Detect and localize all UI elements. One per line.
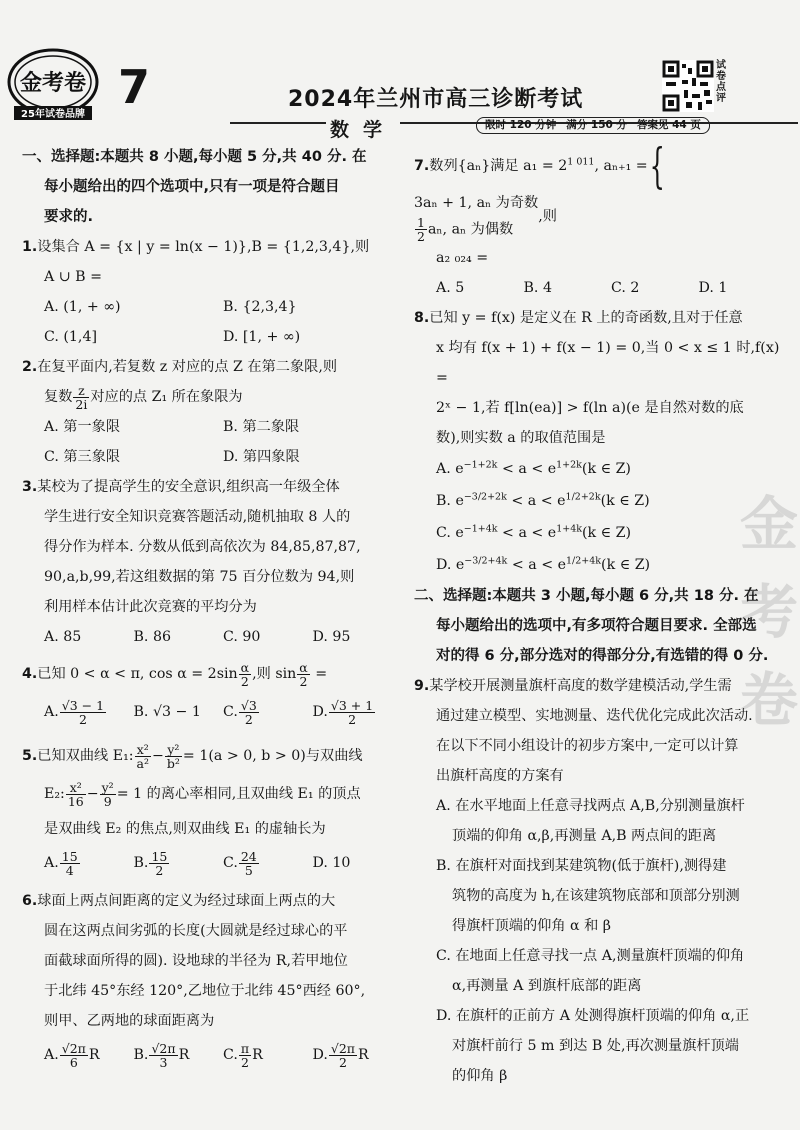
question-4: 4.已知 0 < α < π, cos α = 2sin $\frac{\alpha}{2}$ ,则 sin $\frac{\alpha}{2}$ = A. $\frac{√3 - 1}{2}$ B. √3 − 1 C. $\frac{√3}{2}$ D. $\frac{√3 + 1}{2}$ — [22, 656, 402, 732]
option-a: A. 5 — [436, 280, 465, 296]
option-c: C. 90 — [223, 629, 261, 645]
option-d: D. $\frac{√3 + 1}{2}$ — [312, 697, 374, 727]
option-c: C. 在地面上任意寻找一点 A,测量旗杆顶端的仰角 — [436, 948, 745, 964]
option-c: C. $e^{-1+4k} < a < e^{1+4k}(k$ ∈ Z) — [436, 523, 632, 541]
option-d: D. $\frac{√2\pi}{2}$ R — [312, 1040, 369, 1070]
option-b: B. √3 − 1 — [133, 704, 201, 720]
option-a: A. $e^{-1+2k} < a < e^{1+2k}(k$ ∈ Z) — [436, 459, 631, 477]
qr-label: 试卷点评 — [716, 60, 726, 104]
svg-text:25年试卷品牌: 25年试卷品牌 — [21, 109, 85, 120]
option-d: D. [1, + ∞) — [223, 329, 301, 345]
option-a: A. $\frac{√2\pi}{6}$ R — [44, 1040, 100, 1070]
option-b: B. 在旗杆对面找到某建筑物(低于旗杆),测得建 — [436, 858, 727, 874]
option-a: A. $\frac{√3 - 1}{2}$ — [44, 697, 105, 727]
section-1-instructions: 一、选择题:本题共 8 小题,每小题 5 分,共 40 分. 在 每小题给出的四个选项中,只有一项是符合题目 要求的. — [22, 149, 367, 225]
subject-title: 数学 — [326, 115, 400, 142]
watermark: 金考卷 — [740, 490, 799, 734]
option-b: B. {2,3,4} — [223, 299, 297, 315]
jinkaojuan-logo — [6, 46, 100, 124]
option-d: D. 10 — [312, 855, 351, 871]
svg-text:金考卷: 金考卷 — [19, 71, 87, 96]
option-d: D. 在旗杆的正前方 A 处测得旗杆顶端的仰角 α,正 — [436, 1008, 750, 1024]
option-c: C. 2 — [611, 280, 640, 296]
question-1: 1.设集合 A = {x | y = ln(x − 1)},B = {1,2,3,4},则 A ∪ B = A. (1, + ∞) B. {2,3,4} C. (1,4] D. [1, + ∞) — [22, 232, 402, 352]
option-c: C. 第三象限 — [44, 449, 121, 465]
option-b: B. 86 — [133, 629, 171, 645]
question-9: 9.某学校开展测量旗杆高度的数学建模活动,学生需 通过建立模型、实地测量、迭代优化完成此次活动. 在以下不同小组设计的初步方案中,一定可以计算 出旗杆高度的方案有 A. 在水平地面上任意寻找两点 A,B,分别测量旗杆 顶端的仰角 α,β,再测量 A,B 两点间的距离 B. 在旗杆对面找到某建筑物(低于旗杆),测得建 筑物的高度为 h,在该建筑物底部和顶部分别测 得旗杆顶端的仰角 α 和 β C. 在地面上任意寻找一点 A,测量旗杆顶端的仰角 α,再测量 A 到旗杆底部的距离 D. 在旗杆的正前方 A 处测得旗杆顶端的仰角 α,正 对旗杆前行 5 m 到达 B 处,再次测量旗杆顶端 的仰角 β — [414, 671, 786, 1091]
question-7: 7.数列{aₙ}满足 $a_1 = 2^{1 011}$, aₙ₊₁ ={ 3aₙ + 1, aₙ 为奇数 $\frac{1}{2}$ aₙ, aₙ 为偶数 ,则 a₂ ₀₂₄ = A. 5 B. 4 C. 2 D. 1 — [414, 142, 786, 303]
option-a: A. (1, + ∞) — [44, 299, 121, 315]
time-limit: 限时 120 分钟 — [485, 119, 557, 131]
left-column — [22, 142, 402, 1074]
qr-code-icon[interactable] — [662, 60, 714, 112]
exam-meta — [476, 117, 710, 134]
option-c: C. $\frac{√3}{2}$ — [223, 697, 257, 727]
option-b: B. 第二象限 — [223, 419, 300, 435]
option-b: B. $\frac{√2\pi}{3}$ R — [133, 1040, 190, 1070]
question-8: 8.已知 y = f(x) 是定义在 R 上的奇函数,且对于任意 x 均有 f(x + 1) + f(x − 1) = 0,当 0 < x ≤ 1 时,f(x) = 2ˣ − 1,若 f[ln(ea)] > f(ln a)(e 是自然对数的底 数),则实数 a 的取值范围是 A. $e^{-1+2k} < a < e^{1+2k}(k$ ∈ Z) B. $e^{-3/2+2k} < a < e^{1/2+2k}(k$ ∈ Z) C. $e^{-1+4k} < a < e^{1+4k}(k$ ∈ Z) D. $e^{-3/2+4k} < a < e^{1/2+4k}(k$ ∈ Z) — [414, 303, 786, 581]
option-a: A. 85 — [44, 629, 82, 645]
option-a: A. 在水平地面上任意寻找两点 A,B,分别测量旗杆 — [436, 798, 745, 814]
option-a: A. 第一象限 — [44, 419, 121, 435]
option-c: C. $\frac{\pi}{2}$ R — [223, 1040, 263, 1070]
question-6: 6.球面上两点间距离的定义为经过球面上两点的大 圆在这两点间劣弧的长度(大圆就是经过球心的平 面截球面所得的圆). 设地球的半径为 R,若甲地位 于北纬 45°东经 120°,乙地位于北纬 45°西经 60°, 则甲、乙两地的球面距离为 A. $\frac{√2\pi}{6}$ R B. $\frac{√2\pi}{3}$ R C. $\frac{\pi}{2}$ R D. $\frac{√2\pi}{2}$ R — [22, 886, 402, 1074]
option-b: B. $\frac{15}{2}$ — [133, 848, 168, 878]
option-d: D. 95 — [312, 629, 351, 645]
option-d: D. $e^{-3/2+4k} < a < e^{1/2+4k}(k$ ∈ Z) — [436, 555, 651, 573]
option-c: C. $\frac{24}{5}$ — [223, 848, 257, 878]
option-a: A. $\frac{15}{4}$ — [44, 848, 78, 878]
option-d: D. 第四象限 — [223, 449, 300, 465]
question-5: 5.已知双曲线 E₁: $\frac{\text{x²}}{\text{a²}}$ − $\frac{\text{y²}}{\text{b²}}$ = 1(a > 0, b > 0)与双曲线 E₂: $\frac{\text{x²}}{16}$ − $\frac{\text{y²}}{9}$ = 1 的离心率相同,且双曲线 E₁ 的顶点 是双曲线 E₂ 的焦点,则双曲线 E₁ 的虚轴长为 A. $\frac{15}{4}$ B. $\frac{15}{2}$ C. $\frac{24}{5}$ D. 10 — [22, 738, 402, 882]
issue-number: 7 — [118, 60, 151, 114]
option-b: B. 4 — [523, 280, 552, 296]
option-d: D. 1 — [698, 280, 728, 296]
full-score: 满分 150 分 — [566, 119, 627, 131]
section-2-instructions: 二、选择题:本题共 3 小题,每小题 6 分,共 18 分. 在 每小题给出的选项中,有多项符合题目要求. 全部选 对的得 6 分,部分选对的得部分分,有选错的得 0 分. — [414, 588, 769, 664]
question-3: 3.某校为了提高学生的安全意识,组织高一年级全体 学生进行安全知识竞赛答题活动,随机抽取 8 人的 得分作为样本. 分数从低到高依次为 84,85,87,87, 90,a,b,99,若这组数据的第 75 百分位数为 94,则 利用样本估计此次竞赛的平均分为 A. 85 B. 86 C. 90 D. 95 — [22, 472, 402, 652]
exam-title: 2024年兰州市高三诊断考试 — [288, 87, 584, 112]
question-2: 2.在复平面内,若复数 z 对应的点 Z 在第二象限,则 复数 $\frac{z}{2i}$ 对应的点 Z₁ 所在象限为 A. 第一象限 B. 第二象限 C. 第三象限 D. 第四象限 — [22, 352, 402, 472]
option-b: B. $e^{-3/2+2k} < a < e^{1/2+2k}(k$ ∈ Z) — [436, 491, 650, 509]
answer-page: 答案见 44 页 — [636, 119, 701, 131]
option-c: C. (1,4] — [44, 329, 98, 345]
right-column — [414, 138, 786, 1091]
